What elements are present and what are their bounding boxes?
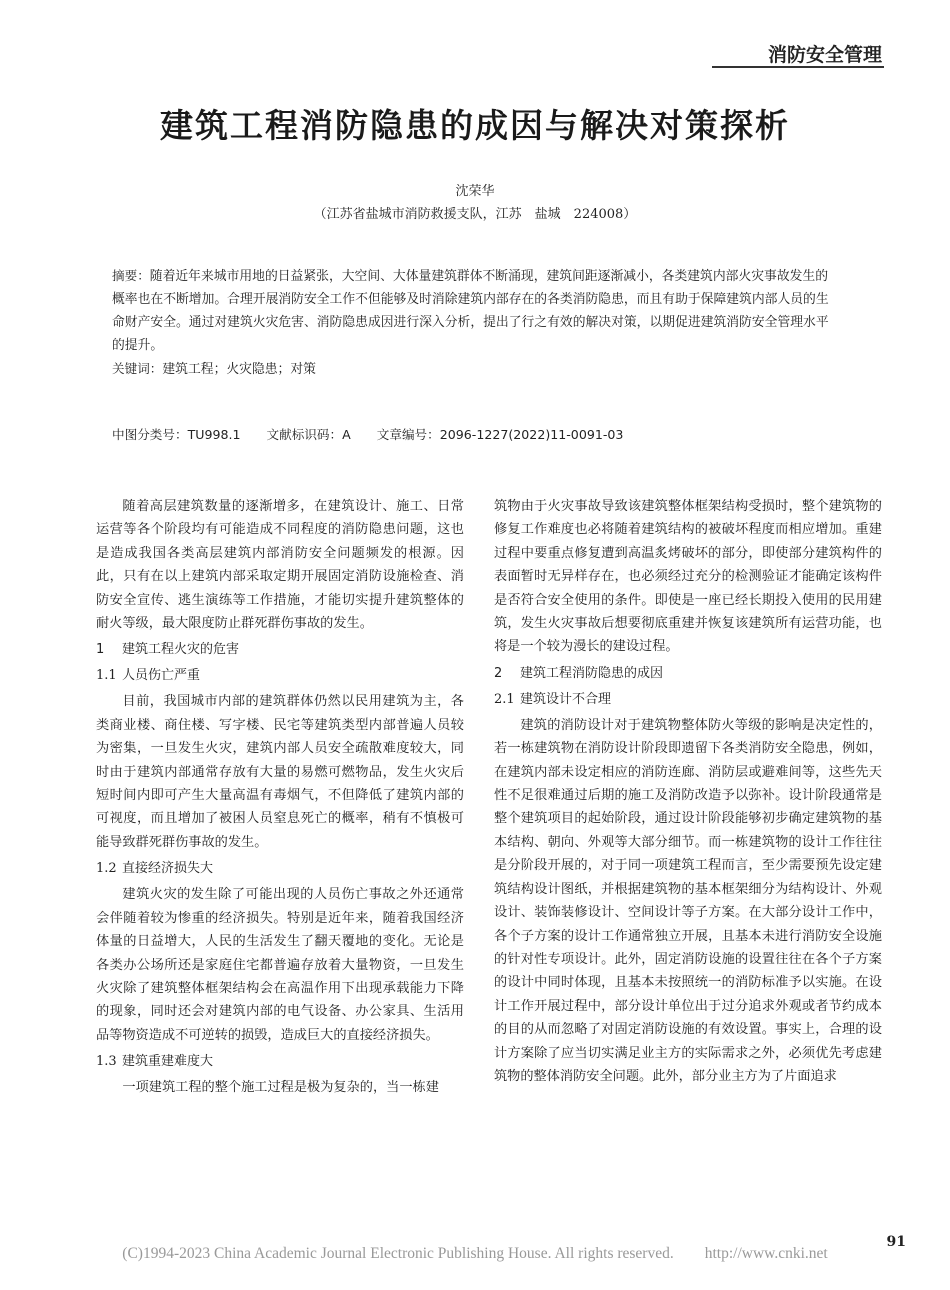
section-title: 建筑工程火灾的危害	[122, 642, 240, 658]
paragraph-1-3: 一项建筑工程的整个施工过程是极为复杂的，当一栋建	[122, 1080, 439, 1096]
article-number: 文章编号：2096-1227(2022)11-0091-03	[376, 427, 624, 442]
subsection-number: 2.1	[494, 691, 515, 707]
intro-paragraph: 随着高层建筑数量的逐渐增多，在建筑设计、施工、日常运营等各个阶段均有可能造成不同程度的消防隐患问题，这也是造成我国各类高层建筑内部消防安全问题频发的根源。因此，只有在以上建筑内部采取定期开展固定消防设施检查、消防安全宣传、逃生演练等工作措施，才能切实提升建筑整体的耐火等级，最大限度防止群死群伤事故的发生。	[96, 499, 464, 632]
keywords-label: 关键词：	[112, 361, 163, 376]
paragraph-1-2: 建筑火灾的发生除了可能出现的人员伤亡事故之外还通常会伴随着较为惨重的经济损失。特别是近年来，随着我国经济体量的日益增大，人民的生活发生了翻天覆地的变化。无论是各类办公场所还是家庭住宅都普遍存放着大量物资，一旦发生火灾除了建筑整体框架结构会在高温作用下出现承载能力下降的现象，同时还会对建筑内部的电气设备、办公家具、生活用品等物资造成不可逆转的损毁，造成巨大的直接经济损失。	[96, 887, 464, 1043]
section-heading-1	[96, 638, 464, 661]
subsection-heading-1-1	[96, 664, 464, 687]
section-number: 1	[96, 642, 105, 658]
abstract	[112, 264, 840, 381]
subsection-heading-1-3	[96, 1050, 464, 1073]
paragraph-2-1: 建筑的消防设计对于建筑物整体防火等级的影响是决定性的，若一栋建筑物在消防设计阶段即遗留下各类消防安全隐患，例如，在建筑内部未设定相应的消防连廊、消防层或避难间等，这些先天性不足很难通过后期的施工及消防改造予以弥补。设计阶段通常是整个建筑项目的起始阶段，通过设计阶段能够初步确定建筑物的基本结构、朝向、外观等大部分细节。而一栋建筑物的设计工作往往是分阶段开展的，对于同一项建筑工程而言，至少需要预先设定建筑结构设计图纸，并根据建筑物的基本框架细分为结构设计、外观设计、装饰装修设计、空间设计等子方案。在大部分设计工作中，各个子方案的设计工作通常独立开展，且基本未进行消防安全设施的针对性专项设计。此外，固定消防设施的设置往往在各个子方案的设计中同时体现，且基本未按照统一的消防标准予以实施。在设计工作开展过程中，部分设计单位出于过分追求外观或者节约成本的目的从而忽略了对固定消防设施的有效设置。事实上，合理的设计方案除了应当切实满足业主方的实际需求之外，必须优先考虑建筑物的整体消防安全问题。此外，部分业主方为了片面追求	[494, 717, 882, 1084]
subsection-title: 建筑重建难度大	[122, 1054, 214, 1070]
subsection-number: 1.1	[96, 668, 117, 684]
author: 沈荣华	[455, 184, 495, 199]
left-column	[96, 495, 464, 1100]
section-tag: 消防安全管理	[767, 44, 882, 66]
subsection-heading-2-1	[494, 688, 882, 711]
section-rule	[712, 66, 884, 68]
right-column	[494, 495, 882, 1088]
continued-paragraph: 筑物由于火灾事故导致该建筑整体框架结构受损时，整个建筑物的修复工作难度也必将随着建筑结构的被破坏程度而相应增加。重建过程中要重点修复遭到高温炙烤破坏的部分，即使部分建筑构件的表面暂时无异样存在，也必须经过充分的检测验证才能确定该构件是否符合安全使用的条件。即使是一座已经长期投入使用的民用建筑，发生火灾事故后想要彻底重建并恢复该建筑所有运营功能，也将是一个较为漫长的建设过程。	[494, 499, 882, 655]
section-heading-2	[494, 662, 882, 685]
section-title: 建筑工程消防隐患的成因	[520, 665, 664, 681]
article-title: 建筑工程消防隐患的成因与解决对策探析	[160, 106, 790, 145]
abstract-text: 随着近年来城市用地的日益紧张，大空间、大体量建筑群体不断涌现，建筑间距逐渐减小，各类建筑内部火灾事故发生的概率也在不断增加。合理开展消防安全工作不但能够及时消除建筑内部存在的各类消防隐患，而且有助于保障建筑内部人员的生命财产安全。通过对建筑火灾危害、消防隐患成因进行深入分析，提出了行之有效的解决对策，以期促进建筑消防安全管理水平的提升。	[112, 269, 829, 353]
subsection-number: 1.2	[96, 861, 117, 877]
subsection-title: 人员伤亡严重	[122, 668, 201, 684]
abstract-label: 摘要：	[112, 268, 150, 283]
subsection-title: 建筑设计不合理	[520, 691, 612, 707]
classification-line	[112, 424, 645, 443]
section-number: 2	[494, 665, 503, 681]
affiliation: （江苏省盐城市消防救援支队，江苏 盐城 224008）	[313, 207, 637, 222]
clc-number: 中图分类号：TU998.1	[112, 427, 241, 442]
page-number: 91	[886, 1234, 906, 1250]
subsection-number: 1.3	[96, 1054, 117, 1070]
subsection-title: 直接经济损失大	[122, 861, 214, 877]
paragraph-1-1: 目前，我国城市内部的建筑群体仍然以民用建筑为主，各类商业楼、商住楼、写字楼、民宅等建筑类型内部普遍人员较为密集，一旦发生火灾，建筑内部人员安全疏散难度较大，同时由于建筑内部通常存放有大量的易燃可燃物品，发生火灾后短时间内即可产生大量高温有毒烟气，不但降低了建筑内部的可视度，而且增加了被困人员窒息死亡的概率，稍有不慎极可能导致群死群伤事故的发生。	[96, 694, 464, 850]
document-code: 文献标识码：A	[266, 427, 351, 442]
keywords-text: 建筑工程；火灾隐患；对策	[162, 362, 316, 377]
subsection-heading-1-2	[96, 857, 464, 880]
copyright-footer: (C)1994-2023 China Academic Journal Electronic Publishing House. All rights reserved. http://www.cnki.net	[122, 1245, 828, 1262]
